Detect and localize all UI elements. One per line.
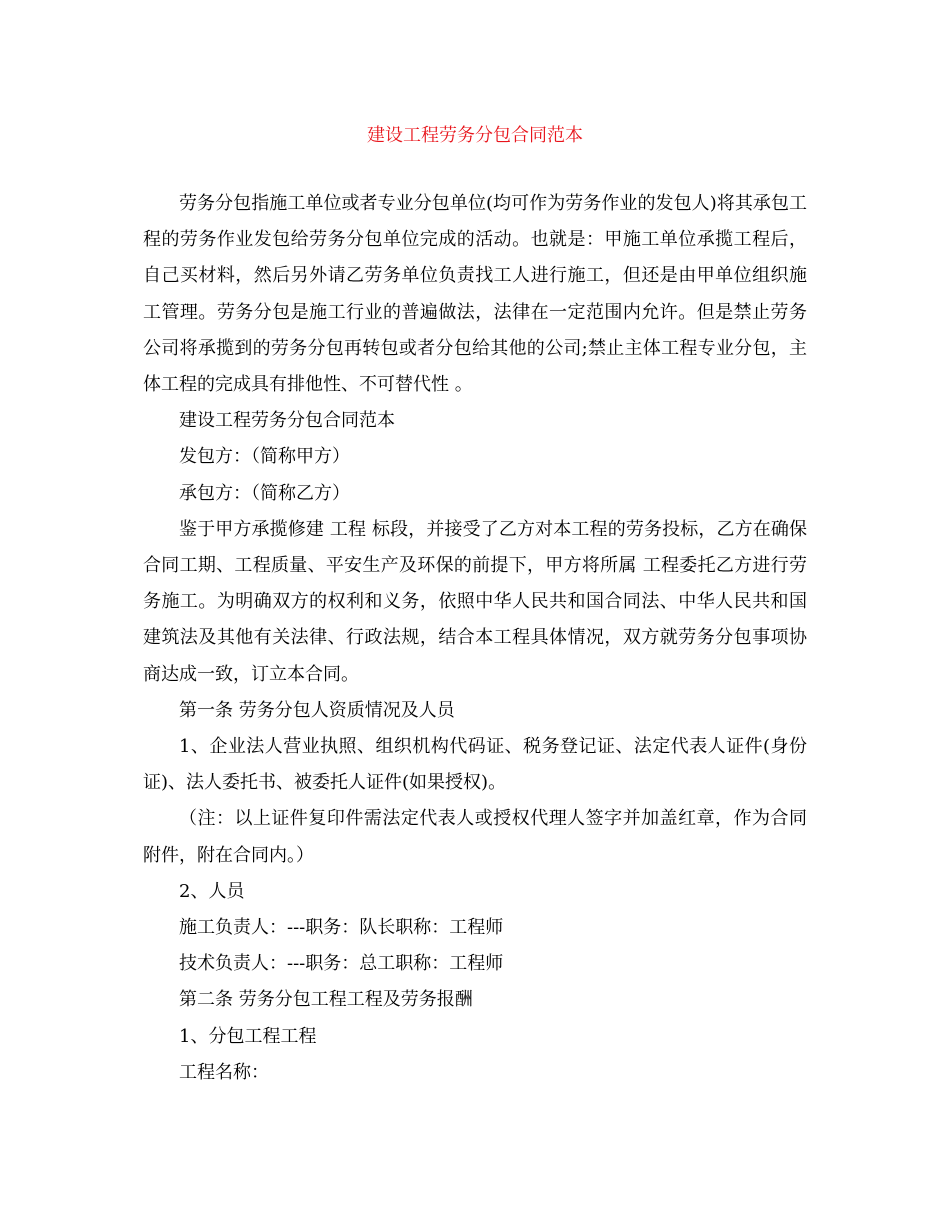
article-1-heading: 第一条 劳务分包人资质情况及人员 (179, 699, 455, 721)
document-body (143, 186, 807, 1091)
party-b-line: 承包方：（简称乙方） (179, 482, 350, 504)
article-2-item-1: 1、分包工程工程 (179, 1025, 317, 1047)
project-name-line: 工程名称： (179, 1061, 269, 1083)
party-a-line: 发包方：（简称甲方） (179, 446, 350, 468)
article-1-item-1: 1、企业法人营业执照、组织机构代码证、税务登记证、法定代表人证件(身份证)、法人委托书、被委托人证件(如果授权)。 (143, 736, 807, 794)
preamble-paragraph: 鉴于甲方承揽修建 工程 标段，并接受了乙方对本工程的劳务投标，乙方在确保合同工期、工程质量、平安生产及环保的前提下，甲方将所属 工程委托乙方进行劳务施工。为明确双方的权利和义务，依照中华人民共和国合同法、中华人民共和国建筑法及其他有关法律、行政法规，结合本工程具体情况，双方就劳务分包事项协商达成一致，订立本合同。 (143, 518, 807, 685)
article-1-item-2: 2、人员 (179, 880, 245, 902)
intro-paragraph: 劳务分包指施工单位或者专业分包单位(均可作为劳务作业的发包人)将其承包工程的劳务作业发包给劳务分包单位完成的活动。也就是：甲施工单位承揽工程后，自己买材料，然后另外请乙劳务单位负责找工人进行施工，但还是由甲单位组织施工管理。劳务分包是施工行业的普遍做法，法律在一定范围内允许。但是禁止劳务公司将承揽到的劳务分包再转包或者分包给其他的公司;禁止主体工程专业分包，主体工程的完成具有排他性、不可替代性 。 (143, 193, 807, 396)
document-title: 建设工程劳务分包合同范本 (367, 125, 583, 146)
construction-lead-line: 施工负责人：---职务：队长职称：工程师 (179, 917, 504, 939)
technical-lead-line: 技术负责人：---职务：总工职称：工程师 (179, 953, 504, 975)
contract-heading: 建设工程劳务分包合同范本 (179, 410, 395, 432)
article-1-note: （注：以上证件复印件需法定代表人或授权代理人签字并加盖红章，作为合同附件，附在合同内。） (143, 808, 807, 866)
article-2-heading: 第二条 劳务分包工程工程及劳务报酬 (179, 989, 473, 1011)
